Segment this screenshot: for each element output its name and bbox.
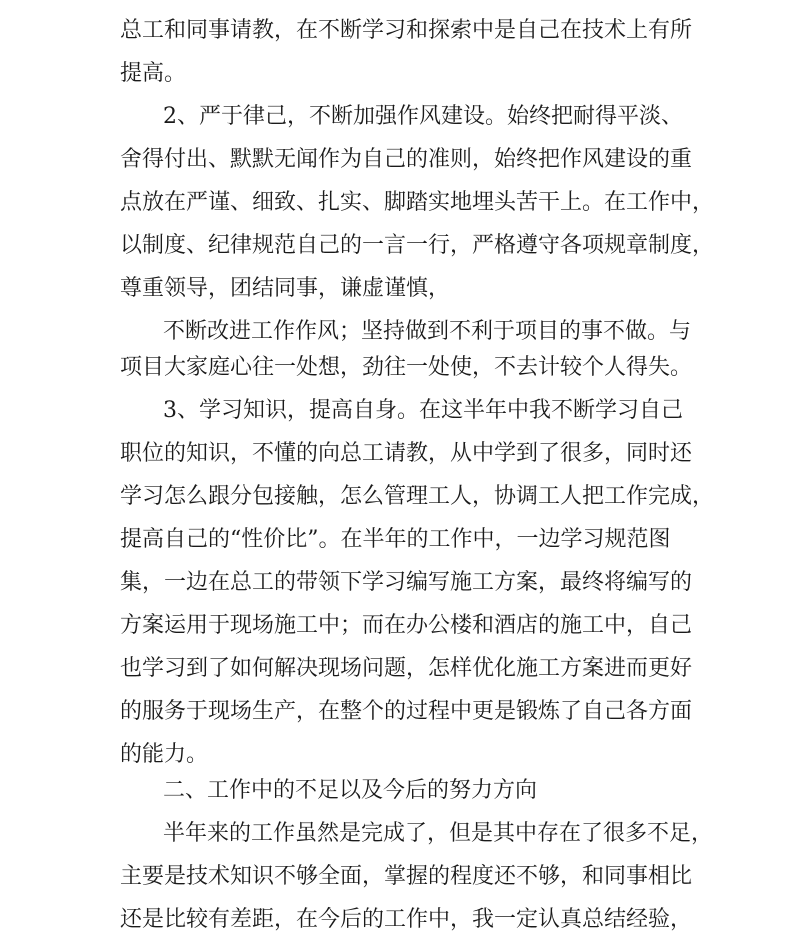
text-line: 的服务于现场生产，在整个的过程中更是锻炼了自己各方面 [120,699,693,724]
text-line: 还是比较有差距，在今后的工作中，我一定认真总结经验， [120,907,693,932]
text-line: 主要是技术知识不够全面，掌握的程度还不够，和同事相比 [120,864,693,889]
text-line: 集，一边在总工的带领下学习编写施工方案，最终将编写的 [120,570,693,595]
text-line: 提高。 [120,61,187,86]
text-line: 项目大家庭心往一处想，劲往一处使，不去计较个人得失。 [120,355,693,380]
text-line: 学习怎么跟分包接触，怎么管理工人，协调工人把工作完成， [120,484,715,509]
text-line: 职位的知识，不懂的向总工请教，从中学到了很多，同时还 [120,441,693,466]
text-line: 方案运用于现场施工中；而在办公楼和酒店的施工中，自己 [120,613,693,638]
text-line: 尊重领导，团结同事，谦虚谨慎， [120,276,451,301]
text-line: 的能力。 [120,742,209,767]
text-line: 3、学习知识，提高自身。在这半年中我不断学习自己 [163,398,683,423]
text-line: 不断改进工作作风；坚持做到不利于项目的事不做。与 [163,319,692,344]
text-line: 舍得付出、默默无闻作为自己的准则，始终把作风建设的重 [120,147,693,172]
text-line: 半年来的工作虽然是完成了，但是其中存在了很多不足， [163,821,714,846]
text-line: 2、严于律己，不断加强作风建设。始终把耐得平淡、 [163,104,683,129]
text-line: 以制度、纪律规范自己的一言一行，严格遵守各项规章制度， [120,233,715,258]
section-heading: 二、工作中的不足以及今后的努力方向 [163,778,538,803]
text-line: 总工和同事请教，在不断学习和探索中是自己在技术上有所 [120,18,693,43]
text-line: 提高自己的“性价比”。在半年的工作中，一边学习规范图 [120,527,671,552]
text-line: 也学习到了如何解决现场问题，怎样优化施工方案进而更好 [120,656,693,681]
text-line: 点放在严谨、细致、扎实、脚踏实地埋头苦干上。在工作中， [120,190,715,215]
